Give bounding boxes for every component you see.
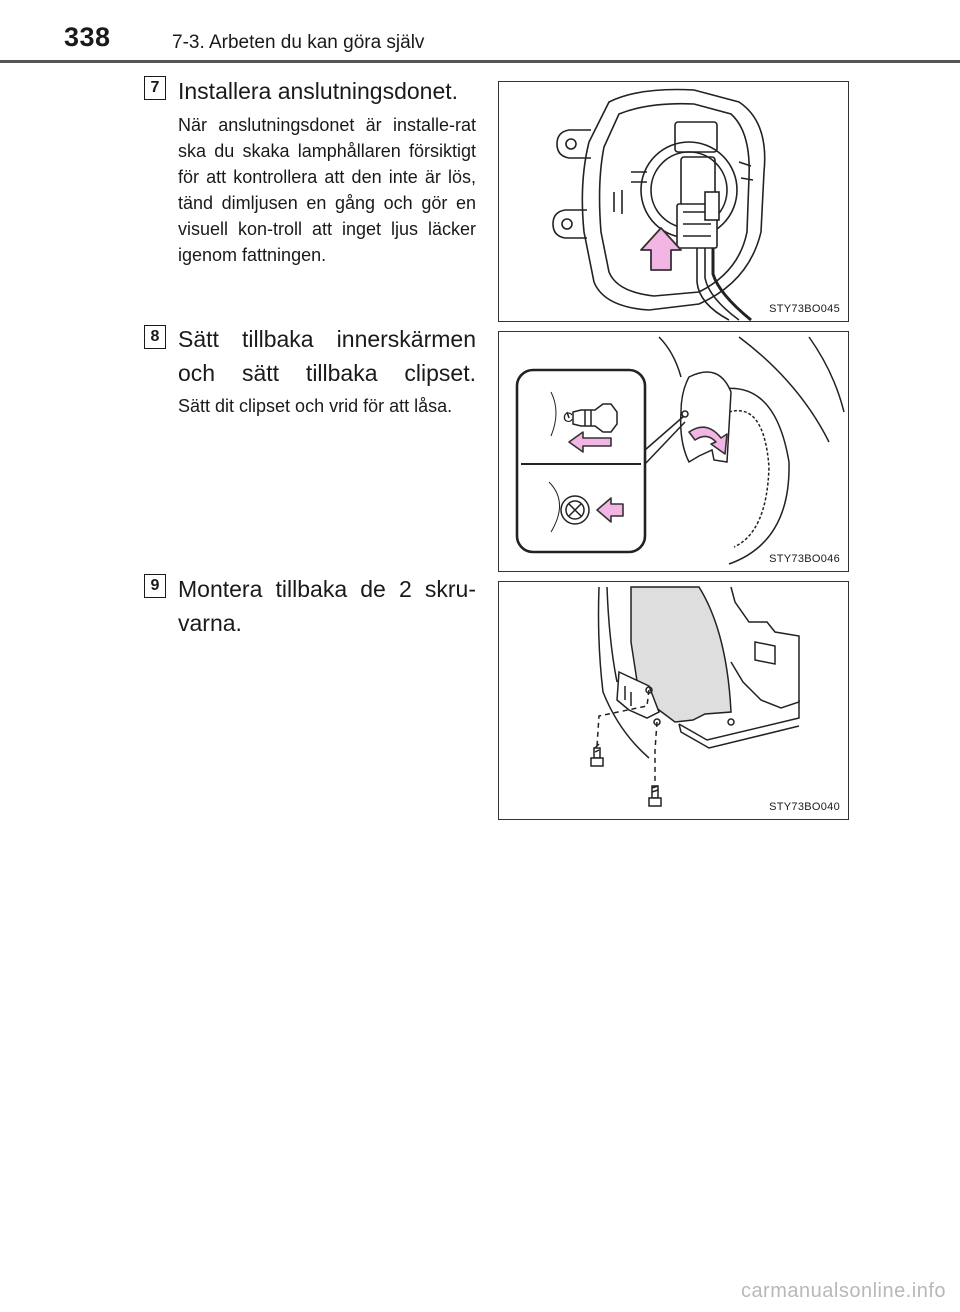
svg-text:C: C	[563, 409, 574, 425]
fog-light-connector-illustration	[499, 82, 848, 321]
figure-fender-screws	[498, 581, 849, 820]
step-number-badge: 8	[144, 325, 166, 349]
section-title: 7-3. Arbeten du kan göra själv	[172, 32, 425, 53]
figure-fender-liner-clip	[498, 331, 849, 572]
step-body: När anslutningsdonet är installe-rat ska du skaka lamphållaren försiktigt för att kontrollera att den inte är lös, tänd dimljusen en gång och gör en visuell kon-troll att inget ljus läcker igenom fattningen.	[178, 115, 476, 265]
figure-fog-light-connector	[498, 81, 849, 322]
figure-code: STY73BO046	[769, 553, 840, 565]
figure-code: STY73BO040	[769, 801, 840, 813]
step-heading: Montera tillbaka de 2 skru-varna.	[178, 576, 476, 636]
step-number-badge: 7	[144, 76, 166, 100]
header-rule	[0, 60, 960, 63]
step-number-badge: 9	[144, 574, 166, 598]
page-number: 338	[64, 22, 111, 52]
fender-screws-illustration	[499, 582, 848, 819]
step-body: Sätt dit clipset och vrid för att låsa.	[178, 396, 453, 416]
figure-code: STY73BO045	[769, 303, 840, 315]
step-heading: Installera anslutningsdonet.	[178, 78, 459, 104]
step-heading: Sätt tillbaka innerskärmen och sätt tillbaka clipset.	[178, 326, 476, 386]
fender-liner-clip-illustration	[499, 332, 848, 571]
page-header	[0, 0, 960, 64]
watermark: carmanualsonline.info	[740, 1280, 946, 1302]
